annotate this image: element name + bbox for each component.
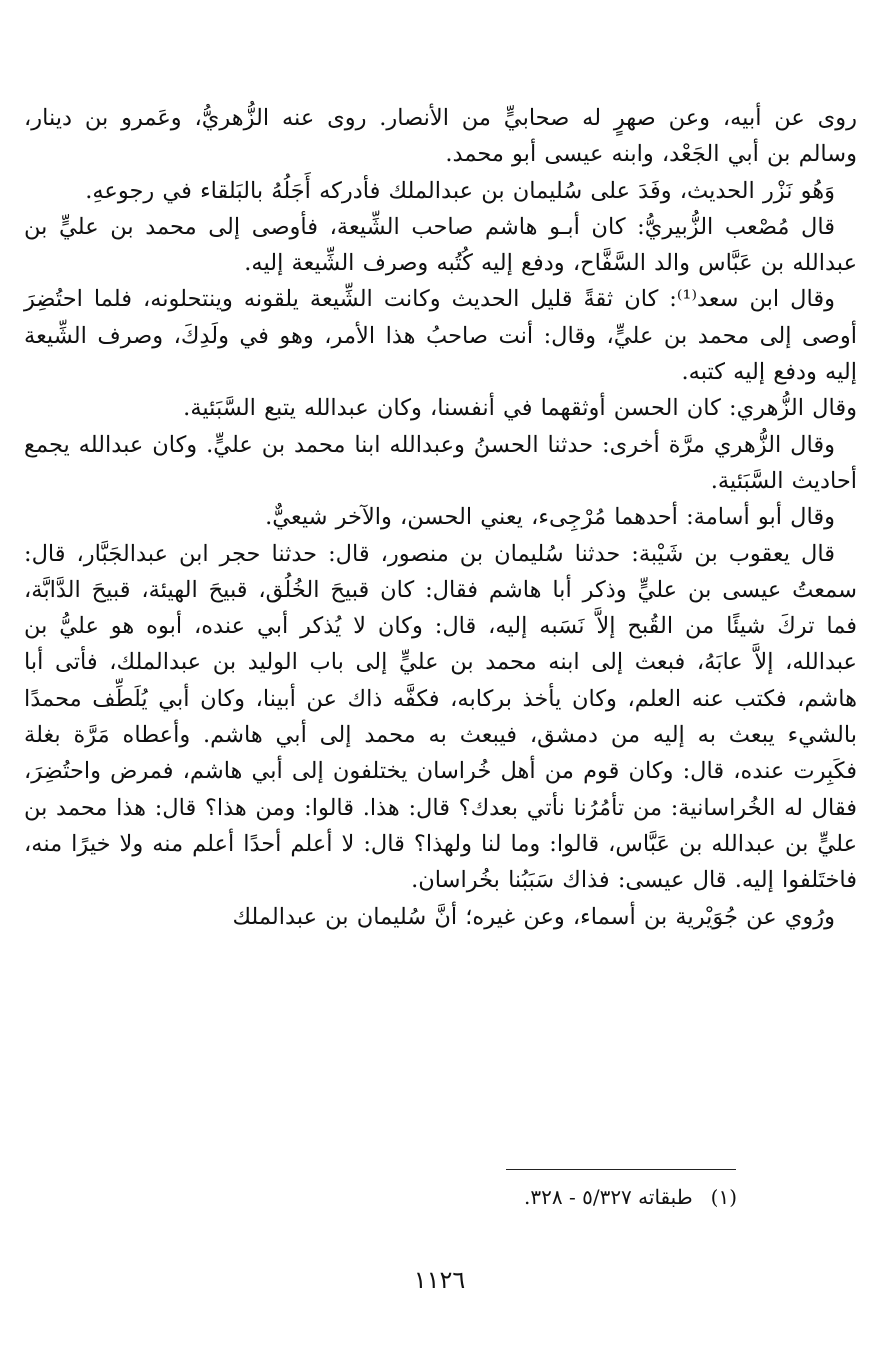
paragraph: قال مُصْعب الزُّبيريُّ: كان أبـو هاشم صاحب الشِّيعة، فأوصى إلى محمد بن عليٍّ بن عبدالله بن عَبَّاس والد السَّفَّاح، ودفع إليه كُتُبه وصرف الشِّيعة إليه. (24, 213, 857, 277)
paragraph: ورُوي عن جُوَيْرية بن أسماء، وعن غيره؛ أنَّ سُليمان بن عبدالملك (232, 903, 835, 930)
paragraph: وقال أبو أسامة: أحدهما مُرْجِىء، يعني الحسن، والآخر شيعيٌّ. (265, 504, 835, 531)
main-text-block (24, 100, 857, 935)
paragraph: وقال الزُّهري مرَّة أخرى: حدثنا الحسنُ وعبدالله ابنا محمد بن عليٍّ. وكان عبدالله يجمع أحاديث السَّبَئية. (24, 431, 857, 494)
paragraph: وقال ابن سعد⁽¹⁾: كان ثقةً قليل الحديث وكانت الشِّيعة يلقونه وينتحلونه، فلما احتُضِرَ أوصى إلى محمد بن عليٍّ، وقال: أنت صاحبُ هذا الأمر، وهو في ولَدِكَ، وصرف الشِّيعة إليه ودفع إليه كتبه. (24, 286, 857, 386)
footnote-text: طبقاته ٥/٣٢٧ - ٣٢٨. (524, 1185, 693, 1209)
footnote-marker: (١) (710, 1185, 737, 1209)
paragraph: قال يعقوب بن شَيْبة: حدثنا سُليمان بن منصور، قال: حدثنا حجر ابن عبدالجَبَّار، قال: سمعتُ عيسى بن عليٍّ وذكر أبا هاشم فقال: كان قبيحَ الخُلُق، قبيحَ الهيئة، قبيحَ الدَّابَّة، فما تركَ شيئًا من القُبح إلاَّ نَسَبه إليه، قال: وكان لا يُذكر أبي عنده، أبوه هو عليُّ بن عبدالله، إلاَّ عابَهُ، فبعث إلى ابنه محمد بن عليٍّ إلى باب الوليد بن عبدالملك، فأتى أبا هاشم، فكتب عنه العلم، وكان يأخذ بركابه، فكفَّه ذاك عن أبينا، وكان أبي يُلَطِّف محمدًا بالشيء يبعث به إليه من دمشق، فيبعث به محمد إلى أبي هاشم. وأعطاه مَرَّة بغلة فكَبِرت عنده، قال: وكان قوم من أهل خُراسان يختلفون إلى أبي هاشم، فمرض واحتُضِرَ، فقال له الخُراسانية: من تأمُرُنا نأتي بعدك؟ قال: هذا. قالوا: ومن هذا؟ قال: هذا محمد بن عليٍّ بن عبدالله بن عَبَّاس، قالوا: وما لنا ولهذا؟ قال: لا أعلم أحدًا أعلم منه ولا خيرًا منه، فاختَلفوا إليه. قال عيسى: فذاك سَبَبُنا بخُراسان. (24, 540, 857, 894)
footnote-divider (506, 1169, 736, 1170)
paragraph: روى عن أبيه، وعن صهرٍ له صحابيٍّ من الأنصار. روى عنه الزُّهريُّ، وعَمرو بن دينار، وسالم بن أبي الجَعْد، وابنه عيسى أبو محمد. (24, 105, 857, 168)
paragraph: وَهُو نَزْر الحديث، وفَدَ على سُليمان بن عبدالملك فأدركه أَجَلُهُ بالبَلقاء في رجوعهِ. (85, 177, 835, 204)
footnote (524, 1180, 737, 1214)
paragraph: وقال الزُّهري: كان الحسن أوثقهما في أنفسنا، وكان عبدالله يتبع السَّبَئية. (183, 395, 857, 422)
page-number: ١١٢٦ (413, 1266, 466, 1294)
